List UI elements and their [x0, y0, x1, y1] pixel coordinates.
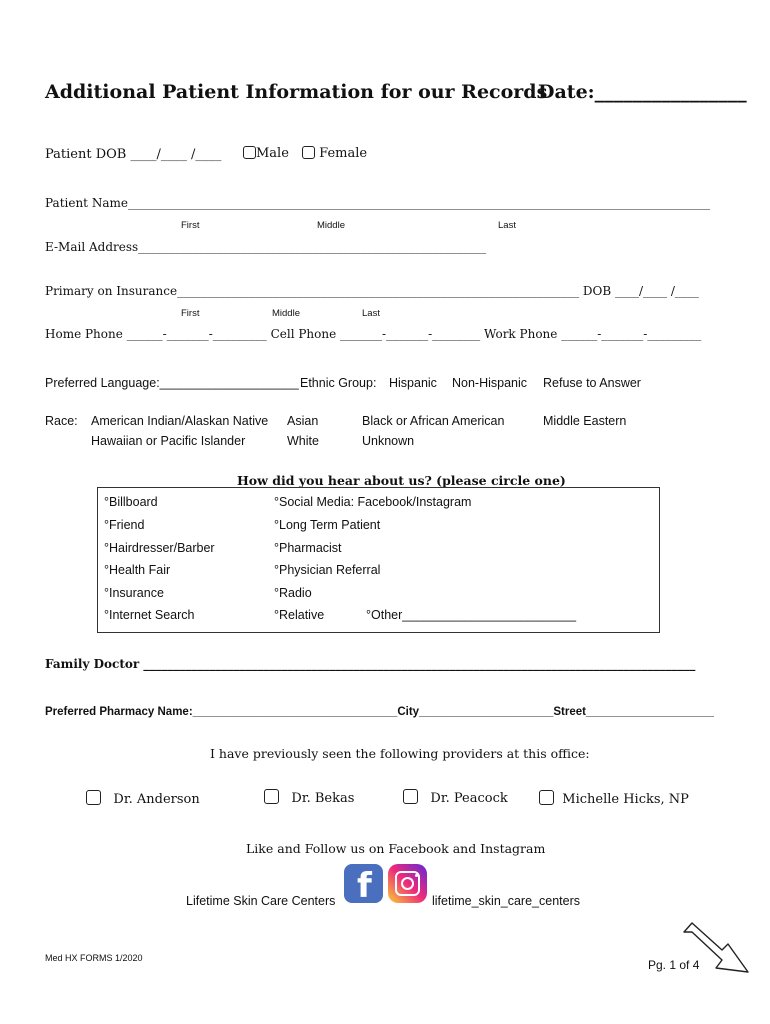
provider-peacock-label: Dr. Peacock: [430, 791, 508, 806]
follow-us-text: Like and Follow us on Facebook and Instagram: [246, 841, 546, 856]
middle-caption: Middle: [317, 220, 345, 231]
race-asian[interactable]: Asian: [287, 414, 319, 428]
referral-social-media[interactable]: °Social Media: Facebook/Instagram: [274, 495, 472, 509]
referral-physician[interactable]: °Physician Referral: [274, 563, 381, 577]
patient-name-field[interactable]: Patient Name_________________________________________________________________________________________________: [45, 196, 710, 210]
male-checkbox[interactable]: [243, 146, 256, 159]
pharmacy-field[interactable]: Preferred Pharmacy Name:________________________________City_____________________Street____________________: [45, 706, 714, 718]
facebook-page-name: Lifetime Skin Care Centers: [186, 894, 336, 908]
referral-friend[interactable]: °Friend: [104, 518, 145, 532]
page-title: Additional Patient Information for our Records: [45, 81, 548, 103]
race-american-indian[interactable]: American Indian/Alaskan Native: [91, 414, 269, 428]
referral-internet-search[interactable]: °Internet Search: [104, 608, 195, 622]
provider-bekas-checkbox[interactable]: [264, 789, 279, 804]
insurance-last-caption: Last: [362, 308, 380, 319]
female-option[interactable]: [302, 146, 367, 161]
race-hawaiian[interactable]: Hawaiian or Pacific Islander: [91, 434, 246, 448]
race-middle-eastern[interactable]: Middle Eastern: [543, 414, 627, 428]
last-caption: Last: [498, 220, 516, 231]
page-number: Pg. 1 of 4: [648, 958, 700, 972]
referral-hairdresser[interactable]: °Hairdresser/Barber: [104, 541, 215, 555]
provider-anderson-label: Dr. Anderson: [113, 792, 200, 807]
male-label: Male: [256, 146, 289, 161]
insurance-field[interactable]: Primary on Insurance___________________________________________________________________ DOB ____/____ /____: [45, 284, 699, 298]
providers-intro: I have previously seen the following providers at this office:: [210, 746, 590, 761]
insurance-middle-caption: Middle: [272, 308, 300, 319]
next-page-arrow-icon[interactable]: [678, 918, 752, 976]
facebook-icon[interactable]: f: [344, 864, 383, 903]
insurance-first-caption: First: [181, 308, 200, 319]
provider-anderson-checkbox[interactable]: [86, 790, 101, 805]
first-caption: First: [181, 220, 200, 231]
instagram-handle: lifetime_skin_care_centers: [432, 894, 580, 908]
race-unknown[interactable]: Unknown: [362, 434, 415, 448]
race-black[interactable]: Black or African American: [362, 414, 505, 428]
provider-hicks-label: Michelle Hicks, NP: [562, 792, 689, 807]
race-white[interactable]: White: [287, 434, 319, 448]
provider-bekas-label: Dr. Bekas: [291, 791, 355, 806]
referral-other-field[interactable]: °Other_________________________: [366, 608, 577, 622]
referral-health-fair[interactable]: °Health Fair: [104, 563, 171, 577]
email-field[interactable]: E-Mail Address__________________________________________________________: [45, 240, 487, 254]
female-label: Female: [319, 146, 368, 161]
form-id: Med HX FORMS 1/2020: [45, 953, 143, 963]
ethnic-non-hispanic[interactable]: Non-Hispanic: [452, 376, 528, 390]
instagram-icon[interactable]: [388, 864, 427, 903]
referral-billboard[interactable]: °Billboard: [104, 495, 158, 509]
male-option[interactable]: [243, 146, 289, 161]
referral-radio[interactable]: °Radio: [274, 586, 312, 600]
referral-insurance[interactable]: °Insurance: [104, 586, 164, 600]
referral-relative[interactable]: °Relative: [274, 608, 325, 622]
provider-bekas[interactable]: [264, 789, 354, 806]
phone-fields[interactable]: Home Phone ______-_______-_________ Cell Phone _______-_______-________ Work Phone ______-_______-_________: [45, 327, 702, 341]
ethnic-hispanic[interactable]: Hispanic: [389, 376, 437, 390]
family-doctor-field[interactable]: Family Doctor ____________________________________________________________________________________________: [45, 657, 696, 671]
date-field[interactable]: Date:________________: [538, 81, 747, 103]
provider-peacock-checkbox[interactable]: [403, 789, 418, 804]
provider-peacock[interactable]: [403, 789, 508, 806]
referral-pharmacist[interactable]: °Pharmacist: [274, 541, 342, 555]
preferred-language-field[interactable]: Preferred Language:____________________: [45, 376, 299, 390]
provider-anderson[interactable]: [86, 790, 200, 807]
patient-dob-field[interactable]: Patient DOB ____/____ /____: [45, 147, 222, 162]
ethnic-group-label: Ethnic Group:: [300, 376, 377, 390]
provider-hicks[interactable]: [539, 790, 689, 807]
provider-hicks-checkbox[interactable]: [539, 790, 554, 805]
referral-long-term[interactable]: °Long Term Patient: [274, 518, 381, 532]
ethnic-refuse[interactable]: Refuse to Answer: [543, 376, 641, 390]
race-label: Race:: [45, 414, 78, 428]
female-checkbox[interactable]: [302, 146, 315, 159]
referral-heading: How did you hear about us? (please circle one): [237, 473, 566, 488]
